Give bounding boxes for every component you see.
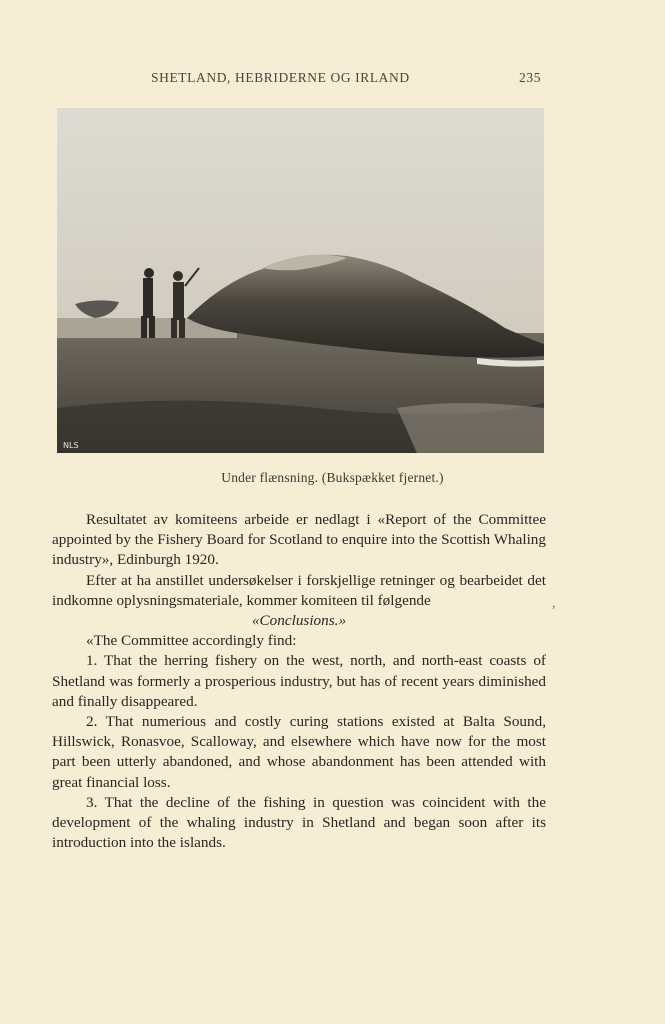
whale-carcass-photo <box>57 108 544 453</box>
paragraph: «The Committee accordingly find: <box>86 632 297 650</box>
paragraph: 1. That the herring fishery on the west, north, and north-east coasts of Shetland was formerly a prosperious industry, but has of recent years diminished and finally disappeared. <box>52 652 546 710</box>
body-text <box>52 510 546 853</box>
conclusions-heading: «Conclusions.» <box>251 612 347 630</box>
running-title: SHETLAND, HEBRIDERNE OG IRLAND <box>151 70 410 85</box>
paragraph: 2. That numerious and costly curing stations existed at Balta Sound, Hillswick, Ronasvoe, Scalloway, and elsewhere which have now for the most part been utterly abandoned, and whose abandonment has been attended with great financial loss. <box>52 713 546 791</box>
figure-caption: Under flænsning. (Bukspækket fjernet.) <box>221 470 444 485</box>
paragraph: 3. That the decline of the fishing in question was coincident with the development of the whaling industry in Shetland and began soon after its introduction into the islands. <box>52 793 546 852</box>
paragraph: Efter at ha anstillet undersøkelser i forskjellige retninger og bearbeidet det indkomne oplysningsmateriale, kommer komiteen til følgende <box>52 571 546 609</box>
paragraph: Resultatet av komiteens arbeide er nedlagt i «Report of the Committee appointed by the Fishery Board for Scotland to enquire into the Scottish Whaling industry», Edinburgh 1920. <box>52 511 546 569</box>
running-header <box>0 70 665 90</box>
page-number: 235 <box>519 70 542 85</box>
corner-mark: NLS <box>63 441 79 450</box>
margin-mark: , <box>552 596 556 611</box>
